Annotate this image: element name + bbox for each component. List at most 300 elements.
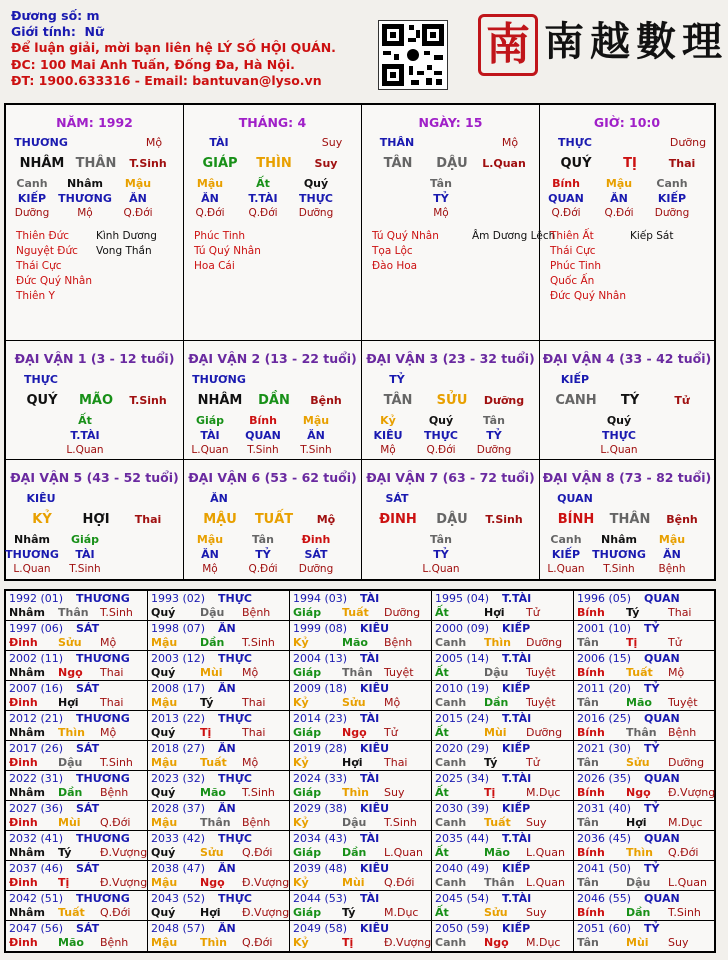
year-god: T.TÀI xyxy=(502,772,532,785)
year-state: Suy xyxy=(526,906,547,919)
luck-hidden-stem: Mậu xyxy=(196,533,224,546)
year-state: Bệnh xyxy=(100,936,129,949)
special-star: Nguyệt Đức xyxy=(16,245,78,257)
luck-hidden-god: THỰC xyxy=(424,429,458,442)
luck-earthly-branch: TÝ xyxy=(620,393,640,408)
luck-pillar-cell xyxy=(362,341,540,460)
year-label: 2025 (34) xyxy=(435,772,490,785)
year-branch: Dậu xyxy=(484,666,509,679)
luck-hidden-god: THỰC xyxy=(602,429,636,442)
year-label: 2018 (27) xyxy=(151,742,206,755)
branch-state: T.Sinh xyxy=(129,157,167,170)
year-branch: Tị xyxy=(342,936,354,949)
hidden-stem-state: Dưỡng xyxy=(14,207,50,219)
luck-branch-state: Tử xyxy=(674,394,690,407)
year-god: KIÊU xyxy=(360,862,390,875)
year-god: ĂN xyxy=(218,862,236,875)
stem-state: Dưỡng xyxy=(669,136,707,149)
year-god: ĂN xyxy=(218,922,236,935)
year-cell xyxy=(574,831,714,861)
year-state: L.Quan xyxy=(668,876,707,889)
year-state: Tử xyxy=(526,606,540,619)
hidden-stem-god: ĂN xyxy=(201,192,219,205)
hidden-stem-state: Q.Đới xyxy=(123,207,153,219)
year-cell xyxy=(432,861,574,891)
year-cell xyxy=(432,921,574,951)
year-cell xyxy=(432,711,574,741)
luck-pillar-title: ĐẠI VẬN 7 (63 - 72 tuổi) xyxy=(366,470,535,485)
year-god: THƯƠNG xyxy=(76,832,130,845)
hidden-stem: Mậu xyxy=(124,177,152,190)
year-god: THỰC xyxy=(218,712,252,725)
year-branch: Sửu xyxy=(200,846,224,859)
luck-stem-god: THƯƠNG xyxy=(192,373,246,386)
earthly-branch: TỊ xyxy=(623,156,637,171)
year-cell xyxy=(148,651,290,681)
luck-hidden-state: L.Quan xyxy=(191,444,229,456)
year-god: THỰC xyxy=(218,832,252,845)
luck-heavenly-stem: MẬU xyxy=(203,512,237,527)
luck-hidden-state: L.Quan xyxy=(547,563,585,575)
year-cell xyxy=(6,891,148,921)
year-stem: Nhâm xyxy=(9,786,45,799)
year-label: 2000 (09) xyxy=(435,622,490,635)
year-branch: Tuất xyxy=(200,756,227,769)
year-stem: Ất xyxy=(435,666,449,679)
year-god: TỶ xyxy=(644,802,660,815)
year-stem: Giáp xyxy=(293,906,322,919)
year-god: THỰC xyxy=(218,892,252,905)
year-stem: Quý xyxy=(151,846,176,859)
year-state: T.Sinh xyxy=(242,786,275,799)
luck-hidden-stem: Giáp xyxy=(70,533,100,546)
year-label: 1993 (02) xyxy=(151,592,206,605)
year-stem: Canh xyxy=(435,696,467,709)
year-state: Bệnh xyxy=(384,636,413,649)
luck-hidden-state: Mộ xyxy=(380,444,396,456)
year-branch: Thân xyxy=(484,876,515,889)
year-state: Dưỡng xyxy=(526,636,563,649)
special-star: Phúc Tinh xyxy=(550,260,602,272)
year-cell xyxy=(432,651,574,681)
luck-hidden-god: T.TÀI xyxy=(70,429,100,442)
luck-earthly-branch: DẦN xyxy=(258,393,290,408)
year-cell xyxy=(290,831,432,861)
luck-hidden-state: T.Sinh xyxy=(247,444,279,456)
year-label: 2048 (57) xyxy=(151,922,206,935)
luck-hidden-stem: Nhâm xyxy=(601,533,637,546)
earthly-branch: THÌN xyxy=(256,156,292,171)
year-god: KIÊU xyxy=(360,922,390,935)
hidden-stem-state: Dưỡng xyxy=(298,207,334,219)
year-god: TÀI xyxy=(360,892,380,905)
luck-pillar-title: ĐẠI VẬN 8 (73 - 82 tuổi) xyxy=(542,470,712,485)
year-cell xyxy=(574,741,714,771)
bazi-chart xyxy=(4,103,716,581)
luck-hidden-state: Q.Đới xyxy=(426,444,456,456)
special-star: Phúc Tinh xyxy=(194,230,246,242)
year-cell xyxy=(148,861,290,891)
brand-logo-text: 南越數理 xyxy=(544,18,728,65)
year-state: Đ.Vượng xyxy=(242,876,290,889)
luck-heavenly-stem: KỶ xyxy=(32,512,52,527)
year-branch: Tị xyxy=(200,726,212,739)
year-god: T.TÀI xyxy=(502,592,532,605)
year-state: Q.Đới xyxy=(242,936,273,949)
gender-line: Giới tính: Nữ xyxy=(11,24,104,40)
year-stem: Quý xyxy=(151,606,176,619)
year-label: 2037 (46) xyxy=(9,862,64,875)
year-cell xyxy=(574,681,714,711)
year-label: 2029 (38) xyxy=(293,802,348,815)
luck-earthly-branch: HỢI xyxy=(82,512,110,527)
year-branch: Mùi xyxy=(200,666,223,679)
year-god: QUAN xyxy=(644,772,680,785)
year-state: M.Dục xyxy=(384,906,419,919)
year-cell xyxy=(290,651,432,681)
stem-state: Mộ xyxy=(145,136,163,149)
year-label: 2019 (28) xyxy=(293,742,348,755)
year-state: Bệnh xyxy=(242,816,271,829)
year-branch: Dần xyxy=(200,636,225,649)
luck-heavenly-stem: CANH xyxy=(555,393,597,408)
year-cell xyxy=(6,621,148,651)
year-state: Q.Đới xyxy=(100,906,131,919)
branch-state: Suy xyxy=(314,157,338,170)
year-cell xyxy=(574,921,714,951)
year-state: M.Dục xyxy=(526,936,561,949)
luck-hidden-god: TỶ xyxy=(255,548,271,561)
luck-hidden-god: QUAN xyxy=(245,429,281,442)
luck-hidden-god: KIẾP xyxy=(551,548,581,561)
hidden-stem-god: QUAN xyxy=(548,192,584,205)
year-state: L.Quan xyxy=(526,846,565,859)
luck-hidden-god: ĂN xyxy=(201,548,219,561)
year-state: Bệnh xyxy=(242,606,271,619)
special-star: Kiếp Sát xyxy=(630,230,674,242)
year-state: T.Sinh xyxy=(668,906,701,919)
luck-hidden-stem: Canh xyxy=(550,533,582,546)
year-cell xyxy=(290,801,432,831)
owner-line: Đương số: m xyxy=(11,8,100,23)
year-state: T.Sinh xyxy=(100,756,133,769)
year-label: 1997 (06) xyxy=(9,622,64,635)
year-branch: Thìn xyxy=(342,786,369,799)
year-stem: Giáp xyxy=(293,666,322,679)
year-state: Mộ xyxy=(384,696,401,709)
luck-hidden-state: T.Sinh xyxy=(69,563,101,575)
hidden-stem-god: ĂN xyxy=(129,192,147,205)
luck-hidden-stem: Quý xyxy=(428,414,454,427)
year-state: Thai xyxy=(242,726,266,739)
pillar-title: NGÀY: 15 xyxy=(418,115,483,130)
year-label: 2005 (14) xyxy=(435,652,490,665)
year-branch: Hợi xyxy=(342,756,363,769)
year-cell xyxy=(6,801,148,831)
year-god: SÁT xyxy=(76,802,100,815)
hidden-stem-god: THỰC xyxy=(299,192,333,205)
hidden-stem-god: KIẾP xyxy=(17,192,47,205)
year-state: Tuyệt xyxy=(384,666,414,679)
year-god: THƯƠNG xyxy=(76,652,130,665)
year-label: 2038 (47) xyxy=(151,862,206,875)
year-label: 2006 (15) xyxy=(577,652,632,665)
year-stem: Tân xyxy=(577,936,599,949)
year-cell xyxy=(290,891,432,921)
pillar-title: NĂM: 1992 xyxy=(56,115,133,130)
luck-branch-state: Thai xyxy=(134,513,162,526)
year-state: Tử xyxy=(668,636,682,649)
year-stem: Kỷ xyxy=(293,936,309,949)
year-cell xyxy=(290,711,432,741)
pillar-cell xyxy=(6,105,184,341)
year-label: 2015 (24) xyxy=(435,712,490,725)
luck-stem-god: TỶ xyxy=(389,373,405,386)
year-god: QUAN xyxy=(644,892,680,905)
year-label: 2027 (36) xyxy=(9,802,64,815)
year-branch: Dậu xyxy=(200,606,225,619)
year-branch: Ngọ xyxy=(626,786,651,799)
phone-email-line: ĐT: 1900.633316 - Email: bantuvan@lyso.vn xyxy=(11,72,322,88)
year-stem: Nhâm xyxy=(9,906,45,919)
year-god: TỶ xyxy=(644,622,660,635)
year-state: M.Dục xyxy=(668,816,703,829)
year-label: 2012 (21) xyxy=(9,712,64,725)
year-state: Q.Đới xyxy=(668,846,699,859)
year-god: T.TÀI xyxy=(502,832,532,845)
luck-pillar-title: ĐẠI VẬN 3 (23 - 32 tuổi) xyxy=(366,351,535,366)
special-star: Hoa Cái xyxy=(194,260,235,272)
year-god: QUAN xyxy=(644,592,680,605)
luck-pillar-cell xyxy=(6,460,184,581)
year-label: 2046 (55) xyxy=(577,892,632,905)
year-state: Tuyệt xyxy=(526,696,556,709)
luck-pillar-title: ĐẠI VẬN 2 (13 - 22 tuổi) xyxy=(188,351,357,366)
special-star: Thái Cực xyxy=(16,260,62,272)
year-branch: Mão xyxy=(200,786,226,799)
special-star: Quốc Ấn xyxy=(550,275,595,287)
luck-pillar-title: ĐẠI VẬN 5 (43 - 52 tuổi) xyxy=(10,470,179,485)
hidden-stem: Mậu xyxy=(605,177,633,190)
year-god: THƯƠNG xyxy=(76,592,130,605)
year-label: 2036 (45) xyxy=(577,832,632,845)
year-state: Thai xyxy=(668,606,692,619)
luck-earthly-branch: SỬU xyxy=(436,393,468,408)
year-cell xyxy=(432,771,574,801)
year-label: 2021 (30) xyxy=(577,742,632,755)
year-stem: Đinh xyxy=(9,816,38,829)
heavenly-stem-god: THỰC xyxy=(558,136,592,149)
year-branch: Tuất xyxy=(484,816,511,829)
year-cell xyxy=(148,591,290,621)
year-stem: Tân xyxy=(577,636,599,649)
year-cell xyxy=(290,621,432,651)
year-branch: Thìn xyxy=(58,726,85,739)
year-branch: Ngọ xyxy=(484,936,509,949)
year-stem: Canh xyxy=(435,936,467,949)
year-label: 2030 (39) xyxy=(435,802,490,815)
year-label: 2002 (11) xyxy=(9,652,64,665)
year-branch: Tý xyxy=(484,756,498,769)
year-label: 2008 (17) xyxy=(151,682,206,695)
year-stem: Mậu xyxy=(151,636,178,649)
year-state: Thai xyxy=(100,666,124,679)
year-stem: Bính xyxy=(577,906,605,919)
year-cell xyxy=(6,591,148,621)
year-state: Dưỡng xyxy=(526,726,563,739)
year-branch: Sửu xyxy=(342,696,366,709)
year-god: QUAN xyxy=(644,832,680,845)
luck-earthly-branch: DẬU xyxy=(436,512,468,527)
luck-pillar-cell xyxy=(184,460,362,581)
hidden-stem: Nhâm xyxy=(67,177,103,190)
pillar-title: GIỜ: 10:0 xyxy=(593,115,661,130)
year-god: THỰC xyxy=(218,652,252,665)
year-cell xyxy=(148,831,290,861)
luck-hidden-god: ĂN xyxy=(307,429,325,442)
year-branch: Tý xyxy=(342,906,356,919)
year-cell xyxy=(432,741,574,771)
luck-hidden-stem: Tân xyxy=(430,533,452,546)
year-god: THƯƠNG xyxy=(76,892,130,905)
year-branch: Tị xyxy=(484,786,496,799)
year-god: ĂN xyxy=(218,742,236,755)
year-label: 2023 (32) xyxy=(151,772,206,785)
special-star: Thái Cực xyxy=(550,245,596,257)
year-state: Tuyệt xyxy=(526,666,556,679)
year-label: 1994 (03) xyxy=(293,592,348,605)
year-god: TỶ xyxy=(644,682,660,695)
year-label: 2031 (40) xyxy=(577,802,632,815)
year-god: THỰC xyxy=(218,772,252,785)
year-branch: Tý xyxy=(200,696,214,709)
luck-heavenly-stem: BÍNH xyxy=(557,512,595,527)
year-stem: Kỷ xyxy=(293,756,309,769)
luck-stem-god: ĂN xyxy=(210,492,228,505)
luck-hidden-stem: Mậu xyxy=(658,533,686,546)
luck-heavenly-stem: ĐINH xyxy=(379,512,417,527)
luck-earthly-branch: TUẤT xyxy=(254,512,294,527)
hidden-stem-state: Mộ xyxy=(433,207,449,219)
hidden-stem-god: T.TÀI xyxy=(248,192,278,205)
year-state: Mộ xyxy=(242,756,259,769)
year-stem: Đinh xyxy=(9,756,38,769)
year-label: 2010 (19) xyxy=(435,682,490,695)
year-cell xyxy=(6,771,148,801)
hidden-stem-state: Dưỡng xyxy=(654,207,690,219)
year-stem: Nhâm xyxy=(9,606,45,619)
luck-hidden-stem: Đinh xyxy=(301,533,331,546)
year-state: T.Sinh xyxy=(242,636,275,649)
year-god: T.TÀI xyxy=(502,892,532,905)
address-line: ĐC: 100 Mai Anh Tuấn, Đống Đa, Hà Nội. xyxy=(11,56,295,72)
year-stem: Nhâm xyxy=(9,846,45,859)
year-god: KIẾP xyxy=(502,682,531,695)
year-god: TỶ xyxy=(644,862,660,875)
year-cell xyxy=(574,861,714,891)
year-stem: Ất xyxy=(435,606,449,619)
year-stem: Mậu xyxy=(151,816,178,829)
year-god: ĂN xyxy=(218,802,236,815)
luck-earthly-branch: THÂN xyxy=(609,512,651,527)
year-god: SÁT xyxy=(76,862,100,875)
luck-hidden-stem: Giáp xyxy=(195,414,225,427)
luck-stem-god: QUAN xyxy=(557,492,593,505)
year-cell xyxy=(148,681,290,711)
hidden-stem: Bính xyxy=(552,177,580,190)
luck-hidden-god: TÀI xyxy=(200,429,220,442)
year-label: 2039 (48) xyxy=(293,862,348,875)
qr-code-icon[interactable] xyxy=(378,20,448,90)
year-label: 2024 (33) xyxy=(293,772,348,785)
year-stem: Tân xyxy=(577,696,599,709)
year-stem: Ất xyxy=(435,906,449,919)
luck-heavenly-stem: TÂN xyxy=(383,393,413,408)
year-state: Đ.Vượng xyxy=(668,786,716,799)
year-label: 2043 (52) xyxy=(151,892,206,905)
year-cell xyxy=(6,741,148,771)
year-branch: Thân xyxy=(626,726,657,739)
year-label: 2041 (50) xyxy=(577,862,632,875)
year-branch: Mùi xyxy=(342,876,365,889)
year-state: Thai xyxy=(242,696,266,709)
luck-branch-state: T.Sinh xyxy=(129,394,167,407)
year-cell xyxy=(432,621,574,651)
luck-branch-state: Dưỡng xyxy=(483,394,525,407)
special-star: Thiên Đức xyxy=(16,230,70,242)
year-state: Dưỡng xyxy=(668,756,705,769)
luck-hidden-state: L.Quan xyxy=(422,563,460,575)
year-cell xyxy=(432,831,574,861)
year-branch: Mão xyxy=(58,936,84,949)
year-state: Đ.Vượng xyxy=(384,936,432,949)
heavenly-stem-god: TÀI xyxy=(209,136,229,149)
year-state: L.Quan xyxy=(384,846,423,859)
year-label: 2028 (37) xyxy=(151,802,206,815)
year-label: 2042 (51) xyxy=(9,892,64,905)
year-cell xyxy=(574,801,714,831)
luck-hidden-state: Q.Đới xyxy=(248,563,278,575)
year-label: 2014 (23) xyxy=(293,712,348,725)
luck-hidden-state: Mộ xyxy=(202,563,218,575)
header-info xyxy=(11,8,371,89)
year-state: Đ.Vượng xyxy=(100,876,148,889)
hidden-stem: Quý xyxy=(303,177,329,190)
year-branch: Mùi xyxy=(626,936,649,949)
branch-state: L.Quan xyxy=(482,157,526,170)
hidden-stem-god: TỶ xyxy=(433,192,449,205)
year-god: KIẾP xyxy=(502,622,531,635)
year-branch: Thìn xyxy=(484,636,511,649)
luck-hidden-god: TÀI xyxy=(75,548,95,561)
year-state: Đ.Vượng xyxy=(100,846,148,859)
year-god: TÀI xyxy=(360,712,380,725)
year-cell xyxy=(148,741,290,771)
year-label: 2013 (22) xyxy=(151,712,206,725)
year-state: Q.Đới xyxy=(100,816,131,829)
year-label: 2049 (58) xyxy=(293,922,348,935)
year-god: KIẾP xyxy=(502,862,531,875)
year-god: T.TÀI xyxy=(502,712,532,725)
luck-hidden-state: Dưỡng xyxy=(298,563,334,575)
year-stem: Nhâm xyxy=(9,726,45,739)
year-god: TỶ xyxy=(644,922,660,935)
year-god: SÁT xyxy=(76,682,100,695)
year-label: 2009 (18) xyxy=(293,682,348,695)
year-state: Bệnh xyxy=(668,726,697,739)
hidden-stem: Tân xyxy=(430,177,452,190)
year-branch: Ngọ xyxy=(342,726,367,739)
